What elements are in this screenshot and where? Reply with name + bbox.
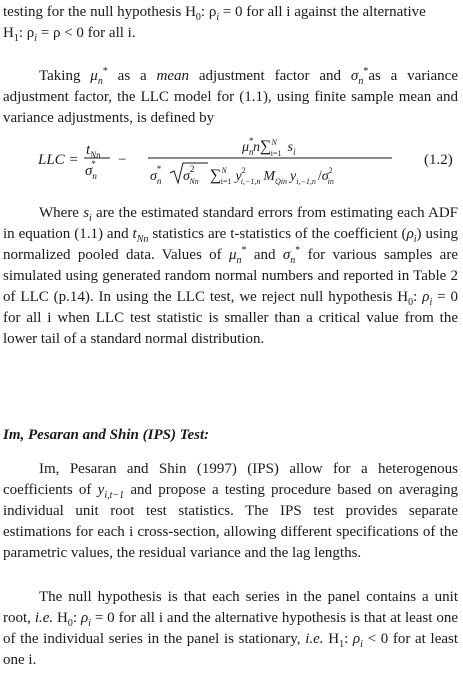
subscript: n: [358, 76, 364, 87]
text-run: = 0 for all i when LLC test statistic is smaller than a critical value from the lower tail of a standard normal distribution.: [3, 289, 459, 347]
t-symbol: t: [132, 226, 137, 242]
text-run: = 0 for all i against the alternative: [219, 4, 426, 20]
subscript: i,t−1: [104, 490, 125, 501]
subscript: n: [290, 255, 296, 266]
intro-paragraph: [3, 2, 458, 44]
emphasis: i.e.: [34, 610, 54, 626]
text-run: = 0 for all i and the alternative hypothesis is that at least one of the individual series in the panel is stationary,: [3, 610, 458, 647]
text-run: H: [323, 631, 340, 647]
subscript: Nn: [136, 234, 149, 245]
superscript: *: [241, 245, 247, 256]
s-symbol: s: [83, 205, 90, 221]
equation-number: (1.2): [424, 152, 453, 168]
second-numerator: $\mu_n*n\sum^N$ i=1 $s_i$: [242, 137, 296, 158]
text-run: as a variance adjustment factor, the LLC model for (1.1), using finite sample mean and variance adjustments, is defined by: [3, 68, 458, 126]
text-run: : ρ: [18, 25, 35, 41]
subscript: 0: [408, 297, 414, 308]
llc-equation: [0, 137, 463, 195]
subscript: i: [360, 639, 363, 650]
subscript: i: [413, 234, 417, 245]
subscript: i: [89, 213, 92, 224]
sigma-symbol: σ: [350, 68, 359, 84]
subscript: i: [88, 618, 91, 629]
subscript: n: [236, 255, 242, 266]
rho-symbol: ρ: [422, 289, 430, 305]
adjustment-paragraph: [3, 66, 458, 129]
subscript: 0: [195, 12, 201, 23]
text-run: : ρ: [200, 4, 217, 20]
subscript: i: [216, 12, 220, 23]
text-run: Where: [39, 205, 84, 221]
sigma-symbol: σ: [282, 247, 291, 263]
text-run: :: [72, 610, 81, 626]
text-run: Taking: [39, 68, 91, 84]
text-run: are the estimated standard errors from estimating each ADF in equation (1.1) and: [3, 205, 458, 242]
subscript: 0: [67, 618, 73, 629]
text-run: :: [344, 631, 353, 647]
rho-symbol: ρ: [406, 226, 414, 242]
rho-symbol: ρ: [80, 610, 89, 626]
sigma-denominator: $\sigma_n*$: [85, 159, 97, 181]
superscript: *: [295, 245, 301, 256]
superscript: *: [102, 66, 108, 77]
sigma-star: $\sigma_n*$: [150, 164, 162, 186]
text-run: The null hypothesis is that each series in the panel contains a unit root,: [3, 589, 458, 626]
rho-symbol: ρ: [352, 631, 361, 647]
text-run: statistics are t-statistics of the coefficient (: [148, 226, 407, 242]
minus-sign: −: [118, 152, 127, 168]
subscript: n: [97, 76, 103, 87]
mu-symbol: μ: [90, 68, 98, 84]
denominator-sum: ∑$^N$ i=1 $y^2$ i,−1,n $M_{Qin}$ $y_{i,-1,n}$ $/\sigma^2$ in: [210, 166, 334, 186]
text-run: ) using normalized pooled data. Values of: [3, 226, 459, 263]
equation-graphic: [0, 137, 463, 195]
llc-explanation-paragraph: [3, 203, 458, 350]
t-numerator: $t_{Nn}$: [86, 142, 101, 160]
subscript: 1: [13, 33, 19, 44]
text-run: and: [246, 247, 283, 263]
mu-symbol: μ: [229, 247, 237, 263]
emphasis: mean: [156, 68, 190, 84]
equation-lhs: LLC =: [38, 152, 79, 168]
subscript: i: [429, 297, 433, 308]
section-heading: Im, Pesaran and Shin (IPS) Test:: [3, 427, 210, 443]
sigma-nn: $\sigma^2$ Nn: [183, 164, 199, 186]
subscript: i: [34, 33, 38, 44]
text-run: as a: [107, 68, 157, 84]
text-run: for various samples are simulated using generated random normal numbers and reported in Table 2 of LLC (p.14). In using the LLC test, we reject null hypothesis H: [3, 247, 458, 305]
null-hypothesis-paragraph: [3, 587, 458, 671]
ips-paragraph: [3, 459, 458, 564]
y-symbol: y: [97, 482, 105, 498]
text-run: :: [413, 289, 423, 305]
text-run: testing for the null hypothesis H: [3, 4, 196, 20]
text-run: adjustment factor and: [189, 68, 351, 84]
text-run: < 0 for at least one i.: [3, 631, 459, 668]
text-run: H: [3, 25, 14, 41]
subscript: 1: [339, 639, 345, 650]
text-run: and propose a testing procedure based on averaging individual unit root test statistics. The IPS test provides separate estimations for each i cross-section, allowing different specifications of the parametric values, the residual variance and the lag lengths.: [3, 482, 458, 561]
text-run: H: [53, 610, 68, 626]
emphasis: i.e.: [305, 631, 324, 647]
superscript: *: [363, 66, 369, 77]
text-run: = ρ < 0 for all i.: [37, 25, 136, 41]
text-run: Im, Pesaran and Shin (1997) (IPS) allow for a heterogenous coefficients of: [3, 461, 458, 498]
